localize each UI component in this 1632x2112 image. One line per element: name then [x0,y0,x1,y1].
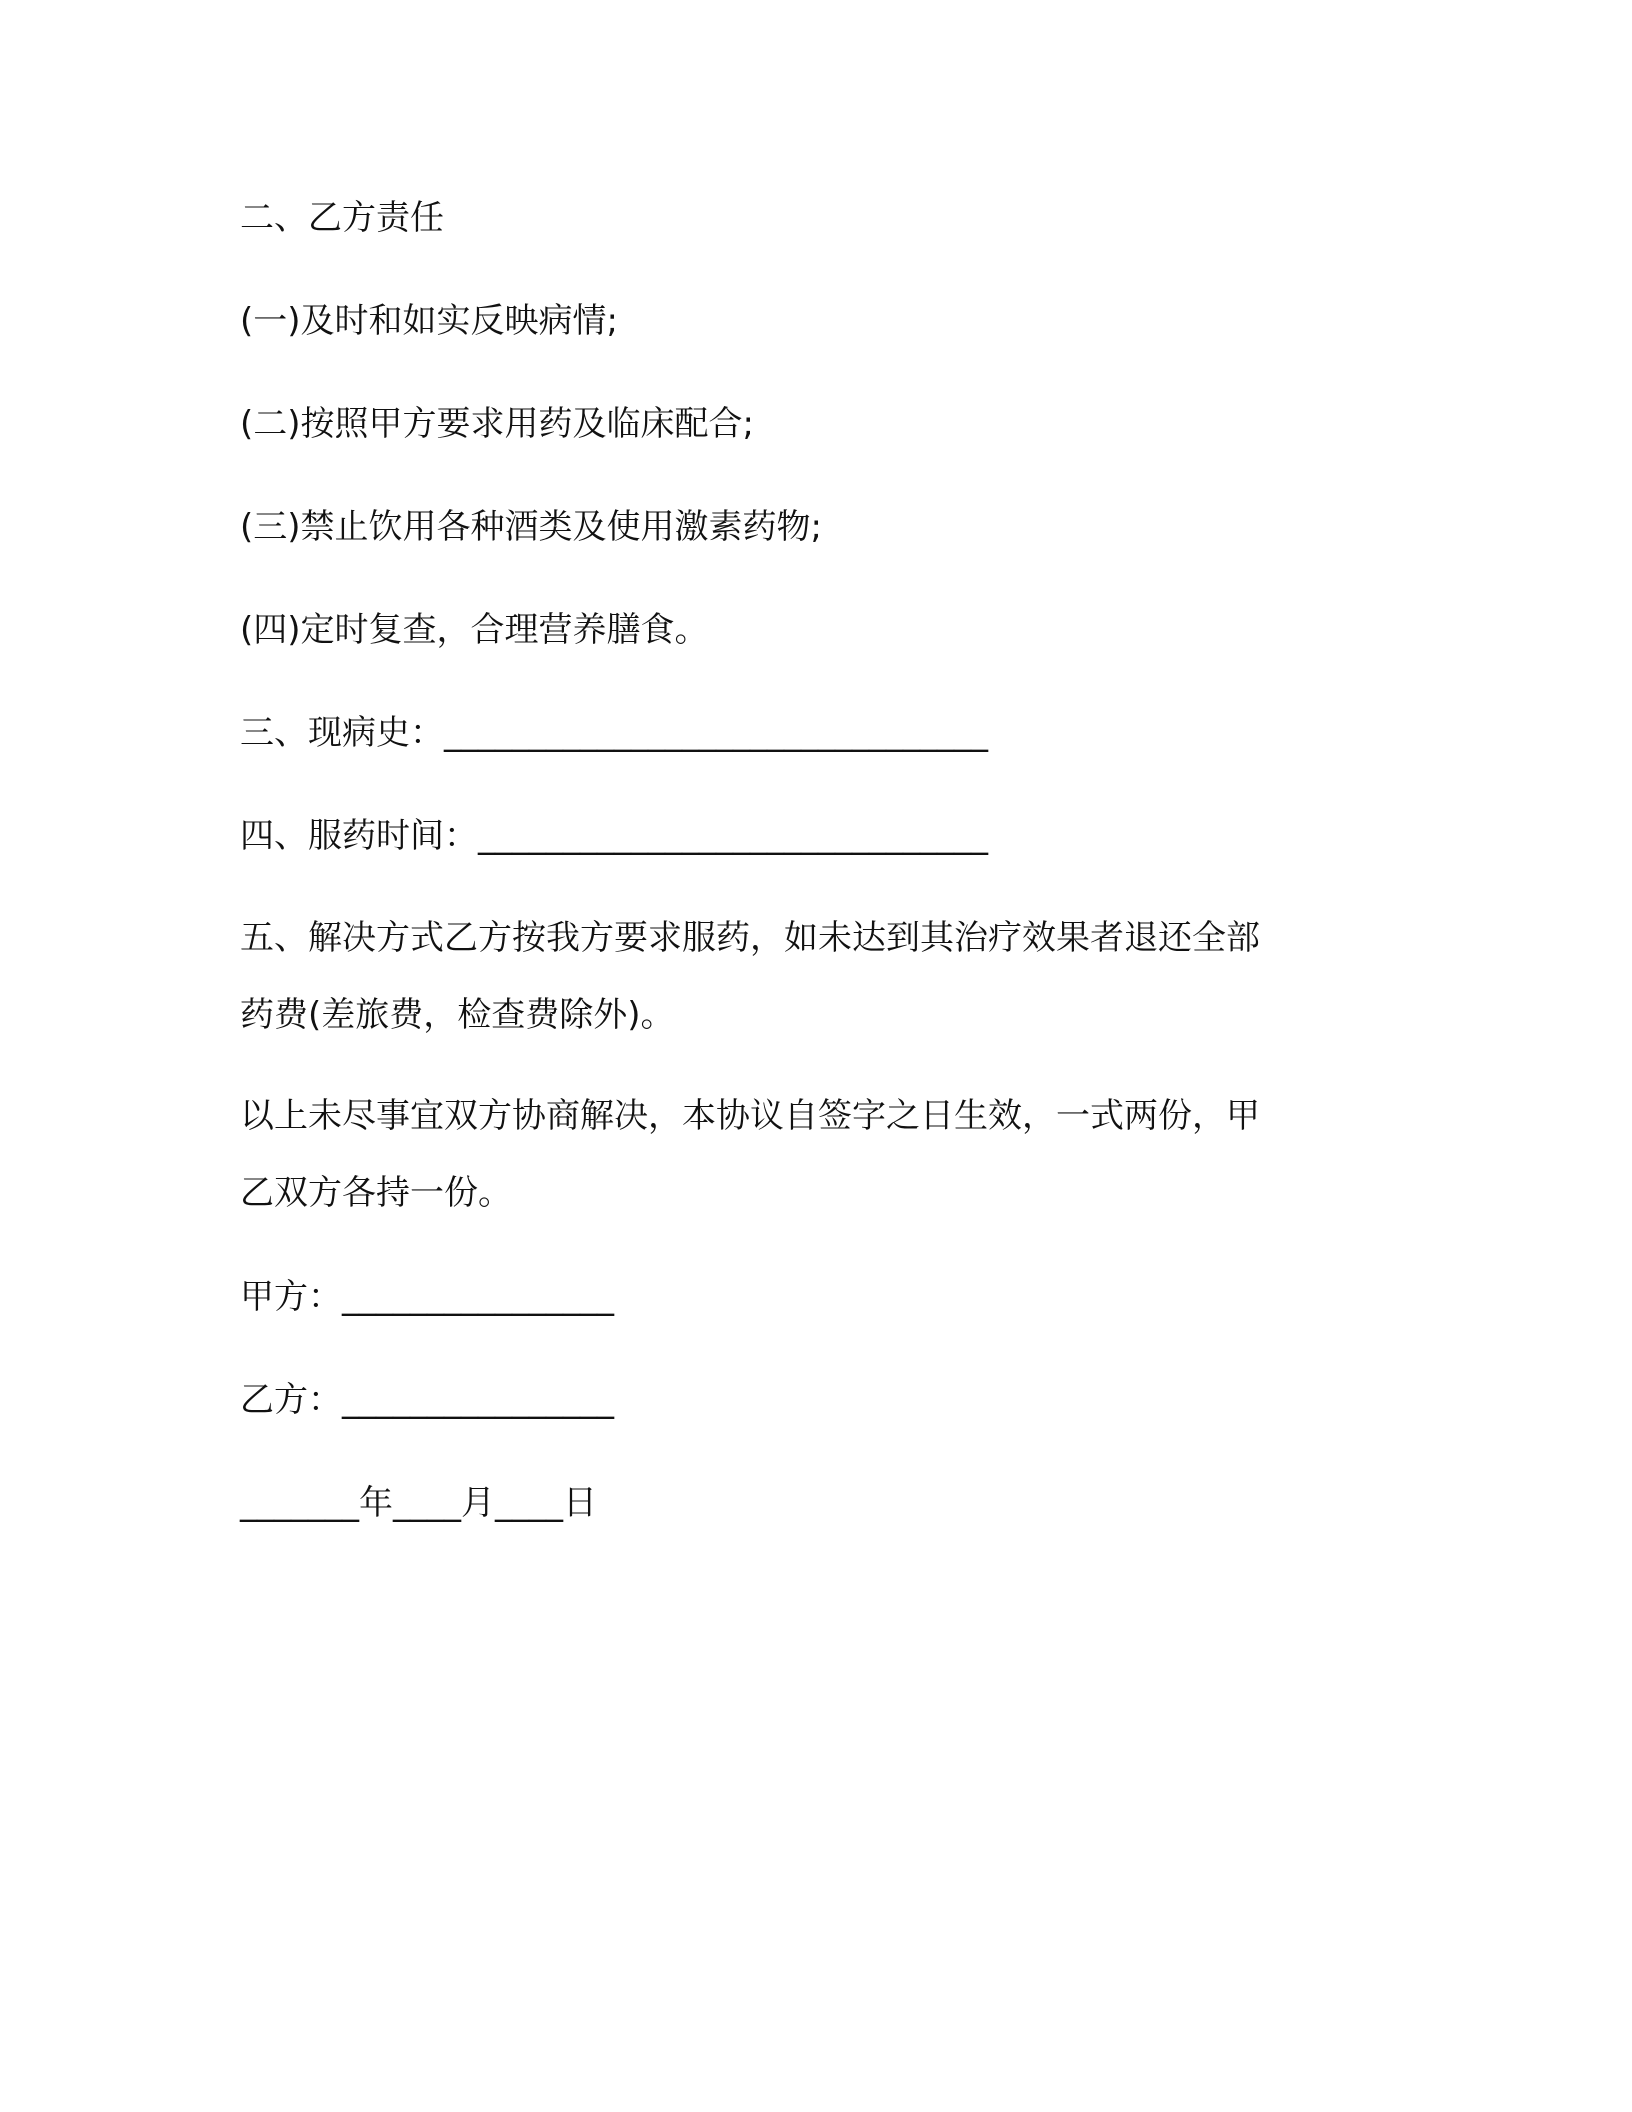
medication-time-field: 四、服药时间：______________________________ [240,816,988,856]
party-b-signature-field: 乙方：________________ [240,1380,614,1420]
closing-paragraph [240,1078,1360,1232]
resolution-paragraph [240,900,1360,1054]
closing-line-2: 乙双方各持一份。 [240,1173,512,1213]
duty-item-4: (四)定时复查，合理营养膳食。 [240,610,709,650]
section-heading-party-b-duties: 二、乙方责任 [240,198,444,238]
party-a-signature-field: 甲方：________________ [240,1277,614,1317]
resolution-line-2: 药费(差旅费，检查费除外)。 [240,995,675,1035]
closing-line-1: 以上未尽事宜双方协商解决，本协议自签字之日生效，一式两份，甲 [240,1096,1260,1136]
duty-item-3: (三)禁止饮用各种酒类及使用激素药物; [240,507,822,547]
medical-history-field: 三、现病史：________________________________ [240,713,988,753]
duty-item-2: (二)按照甲方要求用药及临床配合; [240,404,754,444]
date-field: _______年____月____日 [240,1483,597,1523]
resolution-line-1: 五、解决方式乙方按我方要求服药，如未达到其治疗效果者退还全部 [240,918,1260,958]
duty-item-1: (一)及时和如实反映病情; [240,301,618,341]
